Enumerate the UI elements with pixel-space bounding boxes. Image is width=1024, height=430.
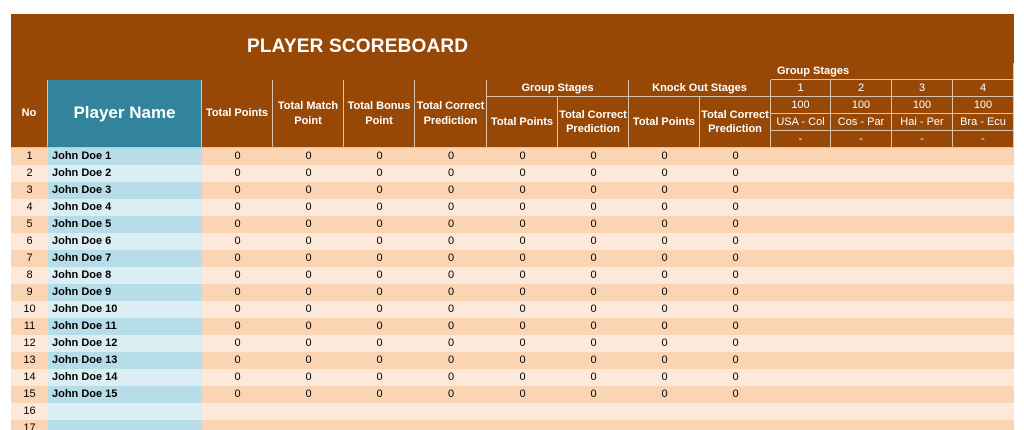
- row-number: 11: [11, 318, 48, 335]
- row-number: 2: [11, 165, 48, 182]
- match-prediction-cell[interactable]: [953, 301, 1014, 318]
- score-cell[interactable]: 0: [629, 335, 700, 352]
- score-cell[interactable]: 0: [487, 369, 558, 386]
- match-1-result: -: [771, 131, 831, 148]
- row-number: 3: [11, 182, 48, 199]
- match-prediction-cell[interactable]: [892, 182, 953, 199]
- score-cell[interactable]: 0: [344, 233, 415, 250]
- score-cell[interactable]: 0: [202, 216, 273, 233]
- score-cell[interactable]: 0: [558, 148, 629, 165]
- row-number: 8: [11, 267, 48, 284]
- header-knock-out-stages: Knock Out Stages: [629, 80, 771, 97]
- match-prediction-cell[interactable]: [892, 403, 953, 420]
- score-cell[interactable]: 0: [202, 182, 273, 199]
- score-cell[interactable]: 0: [558, 165, 629, 182]
- score-cell[interactable]: 0: [700, 182, 771, 199]
- header-group-stages-matches: Group Stages: [771, 63, 1014, 80]
- score-cell[interactable]: [344, 403, 415, 420]
- score-cell[interactable]: 0: [273, 284, 344, 301]
- row-number: 13: [11, 352, 48, 369]
- table-row: [11, 352, 1014, 369]
- score-cell[interactable]: 0: [344, 352, 415, 369]
- match-2-number: 2: [831, 80, 892, 97]
- player-name-cell[interactable]: John Doe 2: [48, 165, 202, 182]
- score-cell[interactable]: 0: [629, 148, 700, 165]
- score-cell[interactable]: 0: [202, 369, 273, 386]
- match-prediction-cell[interactable]: [831, 352, 892, 369]
- score-cell[interactable]: 0: [700, 352, 771, 369]
- match-prediction-cell[interactable]: [892, 352, 953, 369]
- score-cell[interactable]: [415, 403, 487, 420]
- score-cell[interactable]: 0: [700, 267, 771, 284]
- match-prediction-cell[interactable]: [771, 403, 831, 420]
- match-prediction-cell[interactable]: [771, 199, 831, 216]
- score-cell[interactable]: 0: [629, 301, 700, 318]
- match-prediction-cell[interactable]: [892, 284, 953, 301]
- header-player-name: Player Name: [48, 80, 202, 148]
- score-cell[interactable]: 0: [629, 352, 700, 369]
- score-cell[interactable]: 0: [344, 250, 415, 267]
- player-name-cell[interactable]: John Doe 14: [48, 369, 202, 386]
- match-prediction-cell[interactable]: [953, 386, 1014, 403]
- score-cell[interactable]: 0: [487, 182, 558, 199]
- table-row: [11, 267, 1014, 284]
- score-cell[interactable]: 0: [273, 182, 344, 199]
- match-prediction-cell[interactable]: [771, 386, 831, 403]
- row-number: 5: [11, 216, 48, 233]
- score-cell[interactable]: 0: [202, 301, 273, 318]
- match-prediction-cell[interactable]: [953, 216, 1014, 233]
- score-cell[interactable]: 0: [629, 318, 700, 335]
- score-cell[interactable]: [202, 420, 273, 430]
- row-number: 17: [11, 420, 48, 430]
- scoreboard-sheet: [11, 14, 1014, 430]
- score-cell[interactable]: 0: [273, 148, 344, 165]
- score-cell[interactable]: [273, 403, 344, 420]
- score-cell[interactable]: 0: [558, 267, 629, 284]
- table-row: [11, 301, 1014, 318]
- header-total-match-point: Total Match Point: [273, 80, 344, 148]
- player-name-cell[interactable]: [48, 403, 202, 420]
- score-cell[interactable]: 0: [700, 369, 771, 386]
- score-cell[interactable]: 0: [202, 199, 273, 216]
- score-cell[interactable]: 0: [273, 199, 344, 216]
- player-name-cell[interactable]: John Doe 13: [48, 352, 202, 369]
- score-cell[interactable]: 0: [487, 301, 558, 318]
- score-cell[interactable]: 0: [558, 182, 629, 199]
- score-cell[interactable]: [487, 403, 558, 420]
- score-cell[interactable]: [487, 420, 558, 430]
- row-number: 1: [11, 148, 48, 165]
- player-name-cell[interactable]: John Doe 5: [48, 216, 202, 233]
- match-prediction-cell[interactable]: [892, 301, 953, 318]
- table-row: [11, 199, 1014, 216]
- table-row: [11, 369, 1014, 386]
- score-cell[interactable]: 0: [487, 318, 558, 335]
- match-4-result: -: [953, 131, 1014, 148]
- match-prediction-cell[interactable]: [892, 386, 953, 403]
- score-cell[interactable]: 0: [344, 182, 415, 199]
- match-prediction-cell[interactable]: [831, 403, 892, 420]
- player-name-cell[interactable]: John Doe 12: [48, 335, 202, 352]
- score-cell[interactable]: [273, 420, 344, 430]
- score-cell[interactable]: 0: [629, 165, 700, 182]
- score-cell[interactable]: [558, 403, 629, 420]
- score-cell[interactable]: 0: [202, 335, 273, 352]
- score-cell[interactable]: 0: [415, 165, 487, 182]
- table-row: [11, 386, 1014, 403]
- score-cell[interactable]: 0: [344, 335, 415, 352]
- row-number: 10: [11, 301, 48, 318]
- match-prediction-cell[interactable]: [953, 369, 1014, 386]
- match-4-teams: Bra - Ecu: [953, 114, 1014, 131]
- page-title: PLAYER SCOREBOARD: [247, 36, 469, 57]
- score-cell[interactable]: 0: [487, 250, 558, 267]
- match-prediction-cell[interactable]: [953, 403, 1014, 420]
- header-total-points: Total Points: [202, 80, 273, 148]
- player-name-cell[interactable]: John Doe 10: [48, 301, 202, 318]
- score-cell[interactable]: 0: [344, 199, 415, 216]
- score-cell[interactable]: 0: [273, 233, 344, 250]
- score-cell[interactable]: 0: [273, 386, 344, 403]
- score-cell[interactable]: 0: [202, 165, 273, 182]
- match-3-number: 3: [892, 80, 953, 97]
- score-cell[interactable]: 0: [629, 369, 700, 386]
- score-cell[interactable]: 0: [558, 284, 629, 301]
- score-cell[interactable]: 0: [344, 301, 415, 318]
- match-prediction-cell[interactable]: [831, 182, 892, 199]
- score-cell[interactable]: 0: [344, 216, 415, 233]
- score-cell[interactable]: 0: [629, 284, 700, 301]
- header-knockout-total-points: Total Points: [629, 97, 700, 148]
- score-cell[interactable]: 0: [202, 148, 273, 165]
- match-prediction-cell[interactable]: [892, 335, 953, 352]
- score-cell[interactable]: 0: [558, 301, 629, 318]
- score-cell[interactable]: 0: [415, 301, 487, 318]
- match-prediction-cell[interactable]: [953, 250, 1014, 267]
- match-prediction-cell[interactable]: [831, 216, 892, 233]
- match-prediction-cell[interactable]: [953, 182, 1014, 199]
- match-prediction-cell[interactable]: [771, 250, 831, 267]
- score-cell[interactable]: 0: [415, 182, 487, 199]
- score-cell[interactable]: 0: [558, 216, 629, 233]
- match-prediction-cell[interactable]: [771, 182, 831, 199]
- match-prediction-cell[interactable]: [771, 284, 831, 301]
- row-number: 14: [11, 369, 48, 386]
- match-prediction-cell[interactable]: [771, 148, 831, 165]
- match-prediction-cell[interactable]: [771, 233, 831, 250]
- match-prediction-cell[interactable]: [953, 199, 1014, 216]
- score-cell[interactable]: 0: [344, 386, 415, 403]
- score-cell[interactable]: 0: [629, 250, 700, 267]
- match-prediction-cell[interactable]: [771, 301, 831, 318]
- score-cell[interactable]: 0: [558, 233, 629, 250]
- match-prediction-cell[interactable]: [953, 148, 1014, 165]
- match-prediction-cell[interactable]: [831, 233, 892, 250]
- header-group-total-correct-prediction: Total Correct Prediction: [558, 97, 629, 148]
- score-cell[interactable]: [415, 420, 487, 430]
- score-cell[interactable]: 0: [629, 386, 700, 403]
- score-cell[interactable]: [344, 420, 415, 430]
- table-row: [11, 216, 1014, 233]
- score-cell[interactable]: 0: [273, 335, 344, 352]
- match-prediction-cell[interactable]: [953, 165, 1014, 182]
- score-cell[interactable]: 0: [202, 386, 273, 403]
- row-number: 4: [11, 199, 48, 216]
- match-1-teams: USA - Col: [771, 114, 831, 131]
- table-row: [11, 403, 1014, 420]
- score-cell[interactable]: 0: [558, 250, 629, 267]
- match-prediction-cell[interactable]: [771, 318, 831, 335]
- score-cell[interactable]: 0: [415, 233, 487, 250]
- match-prediction-cell[interactable]: [831, 284, 892, 301]
- match-3-teams: Hai - Per: [892, 114, 953, 131]
- score-cell[interactable]: 0: [344, 148, 415, 165]
- match-prediction-cell[interactable]: [831, 165, 892, 182]
- match-prediction-cell[interactable]: [831, 369, 892, 386]
- match-prediction-cell[interactable]: [892, 318, 953, 335]
- score-cell[interactable]: 0: [415, 335, 487, 352]
- player-name-cell[interactable]: John Doe 9: [48, 284, 202, 301]
- score-cell[interactable]: 0: [487, 284, 558, 301]
- score-cell[interactable]: 0: [273, 165, 344, 182]
- score-cell[interactable]: 0: [344, 284, 415, 301]
- score-cell[interactable]: 0: [487, 352, 558, 369]
- table-row: [11, 233, 1014, 250]
- match-prediction-cell[interactable]: [831, 267, 892, 284]
- match-prediction-cell[interactable]: [892, 420, 953, 430]
- score-cell[interactable]: 0: [700, 250, 771, 267]
- score-cell[interactable]: 0: [415, 369, 487, 386]
- score-cell[interactable]: 0: [558, 386, 629, 403]
- score-cell[interactable]: 0: [487, 233, 558, 250]
- score-cell[interactable]: 0: [415, 148, 487, 165]
- match-prediction-cell[interactable]: [892, 216, 953, 233]
- match-prediction-cell[interactable]: [892, 199, 953, 216]
- score-cell[interactable]: 0: [202, 352, 273, 369]
- score-cell[interactable]: [558, 420, 629, 430]
- match-prediction-cell[interactable]: [892, 267, 953, 284]
- match-prediction-cell[interactable]: [892, 369, 953, 386]
- score-cell[interactable]: 0: [202, 267, 273, 284]
- match-prediction-cell[interactable]: [831, 199, 892, 216]
- table-row: [11, 318, 1014, 335]
- score-cell[interactable]: 0: [202, 250, 273, 267]
- score-cell[interactable]: 0: [415, 267, 487, 284]
- score-cell[interactable]: 0: [487, 216, 558, 233]
- score-cell[interactable]: 0: [415, 318, 487, 335]
- table-row: [11, 165, 1014, 182]
- row-number: 16: [11, 403, 48, 420]
- header-total-correct-prediction: Total Correct Prediction: [415, 80, 487, 148]
- score-cell[interactable]: 0: [415, 284, 487, 301]
- player-name-cell[interactable]: John Doe 6: [48, 233, 202, 250]
- header-group-stages: Group Stages: [487, 80, 629, 97]
- match-1-number: 1: [771, 80, 831, 97]
- match-prediction-cell[interactable]: [771, 216, 831, 233]
- match-2-teams: Cos - Par: [831, 114, 892, 131]
- player-name-cell[interactable]: [48, 420, 202, 430]
- match-prediction-cell[interactable]: [953, 267, 1014, 284]
- match-prediction-cell[interactable]: [771, 352, 831, 369]
- table-row: [11, 182, 1014, 199]
- score-cell[interactable]: 0: [487, 267, 558, 284]
- match-prediction-cell[interactable]: [953, 352, 1014, 369]
- score-cell[interactable]: 0: [202, 233, 273, 250]
- score-cell[interactable]: 0: [344, 267, 415, 284]
- score-cell[interactable]: 0: [700, 335, 771, 352]
- match-3-points: 100: [892, 97, 953, 114]
- score-cell[interactable]: [700, 403, 771, 420]
- score-cell[interactable]: [629, 403, 700, 420]
- match-2-points: 100: [831, 97, 892, 114]
- match-prediction-cell[interactable]: [953, 420, 1014, 430]
- score-cell[interactable]: 0: [487, 199, 558, 216]
- row-number: 7: [11, 250, 48, 267]
- score-cell[interactable]: 0: [629, 216, 700, 233]
- score-cell[interactable]: 0: [700, 386, 771, 403]
- score-cell[interactable]: 0: [558, 318, 629, 335]
- match-prediction-cell[interactable]: [892, 165, 953, 182]
- score-cell[interactable]: 0: [629, 182, 700, 199]
- match-prediction-cell[interactable]: [953, 335, 1014, 352]
- match-prediction-cell[interactable]: [771, 165, 831, 182]
- match-prediction-cell[interactable]: [953, 318, 1014, 335]
- score-cell[interactable]: 0: [344, 318, 415, 335]
- row-number: 9: [11, 284, 48, 301]
- score-cell[interactable]: 0: [273, 267, 344, 284]
- header-knockout-total-correct-prediction: Total Correct Prediction: [700, 97, 771, 148]
- match-1-points: 100: [771, 97, 831, 114]
- score-cell[interactable]: 0: [629, 233, 700, 250]
- score-cell[interactable]: 0: [700, 148, 771, 165]
- match-prediction-cell[interactable]: [831, 386, 892, 403]
- match-prediction-cell[interactable]: [953, 284, 1014, 301]
- score-cell[interactable]: 0: [344, 369, 415, 386]
- score-cell[interactable]: 0: [558, 369, 629, 386]
- player-name-cell[interactable]: John Doe 11: [48, 318, 202, 335]
- row-number: 12: [11, 335, 48, 352]
- match-prediction-cell[interactable]: [892, 148, 953, 165]
- score-cell[interactable]: 0: [202, 318, 273, 335]
- header-no: No: [11, 80, 48, 148]
- score-cell[interactable]: [629, 420, 700, 430]
- score-cell[interactable]: 0: [558, 199, 629, 216]
- player-name-cell[interactable]: John Doe 4: [48, 199, 202, 216]
- match-prediction-cell[interactable]: [831, 148, 892, 165]
- row-number: 15: [11, 386, 48, 403]
- player-name-cell[interactable]: John Doe 1: [48, 148, 202, 165]
- match-4-number: 4: [953, 80, 1014, 97]
- score-cell[interactable]: 0: [273, 301, 344, 318]
- player-name-cell[interactable]: John Doe 3: [48, 182, 202, 199]
- match-3-result: -: [892, 131, 953, 148]
- match-4-points: 100: [953, 97, 1014, 114]
- player-name-cell[interactable]: John Doe 15: [48, 386, 202, 403]
- score-cell[interactable]: 0: [700, 165, 771, 182]
- score-cell[interactable]: 0: [487, 335, 558, 352]
- score-cell[interactable]: 0: [273, 352, 344, 369]
- score-cell[interactable]: 0: [344, 165, 415, 182]
- match-prediction-cell[interactable]: [771, 420, 831, 430]
- score-cell[interactable]: 0: [700, 199, 771, 216]
- score-cell[interactable]: 0: [273, 318, 344, 335]
- score-cell[interactable]: 0: [487, 165, 558, 182]
- match-prediction-cell[interactable]: [831, 318, 892, 335]
- score-cell[interactable]: 0: [629, 267, 700, 284]
- score-cell[interactable]: 0: [487, 386, 558, 403]
- score-cell[interactable]: 0: [273, 369, 344, 386]
- match-prediction-cell[interactable]: [892, 250, 953, 267]
- match-prediction-cell[interactable]: [953, 233, 1014, 250]
- score-cell[interactable]: [700, 420, 771, 430]
- match-prediction-cell[interactable]: [831, 335, 892, 352]
- score-cell[interactable]: 0: [415, 216, 487, 233]
- score-cell[interactable]: 0: [415, 199, 487, 216]
- table-row: [11, 335, 1014, 352]
- match-2-result: -: [831, 131, 892, 148]
- score-cell[interactable]: 0: [700, 284, 771, 301]
- score-cell[interactable]: 0: [700, 301, 771, 318]
- table-row: [11, 250, 1014, 267]
- score-cell[interactable]: 0: [415, 386, 487, 403]
- player-name-cell[interactable]: John Doe 8: [48, 267, 202, 284]
- header-total-bonus-point: Total Bonus Point: [344, 80, 415, 148]
- match-prediction-cell[interactable]: [771, 267, 831, 284]
- score-cell[interactable]: 0: [700, 318, 771, 335]
- match-prediction-cell[interactable]: [892, 233, 953, 250]
- match-prediction-cell[interactable]: [831, 250, 892, 267]
- table-row: [11, 148, 1014, 165]
- score-cell[interactable]: [202, 403, 273, 420]
- match-prediction-cell[interactable]: [831, 301, 892, 318]
- header-group-total-points: Total Points: [487, 97, 558, 148]
- score-cell[interactable]: 0: [273, 216, 344, 233]
- score-cell[interactable]: 0: [558, 352, 629, 369]
- table-row: [11, 284, 1014, 301]
- match-prediction-cell[interactable]: [771, 335, 831, 352]
- score-cell[interactable]: 0: [629, 199, 700, 216]
- score-cell[interactable]: 0: [415, 250, 487, 267]
- table-row: [11, 420, 1014, 430]
- score-cell[interactable]: 0: [700, 216, 771, 233]
- score-cell[interactable]: 0: [273, 250, 344, 267]
- score-cell[interactable]: 0: [202, 284, 273, 301]
- row-number: 6: [11, 233, 48, 250]
- score-cell[interactable]: 0: [558, 335, 629, 352]
- player-name-cell[interactable]: John Doe 7: [48, 250, 202, 267]
- score-cell[interactable]: 0: [700, 233, 771, 250]
- match-prediction-cell[interactable]: [831, 420, 892, 430]
- score-cell[interactable]: 0: [487, 148, 558, 165]
- score-cell[interactable]: 0: [415, 352, 487, 369]
- match-prediction-cell[interactable]: [771, 369, 831, 386]
